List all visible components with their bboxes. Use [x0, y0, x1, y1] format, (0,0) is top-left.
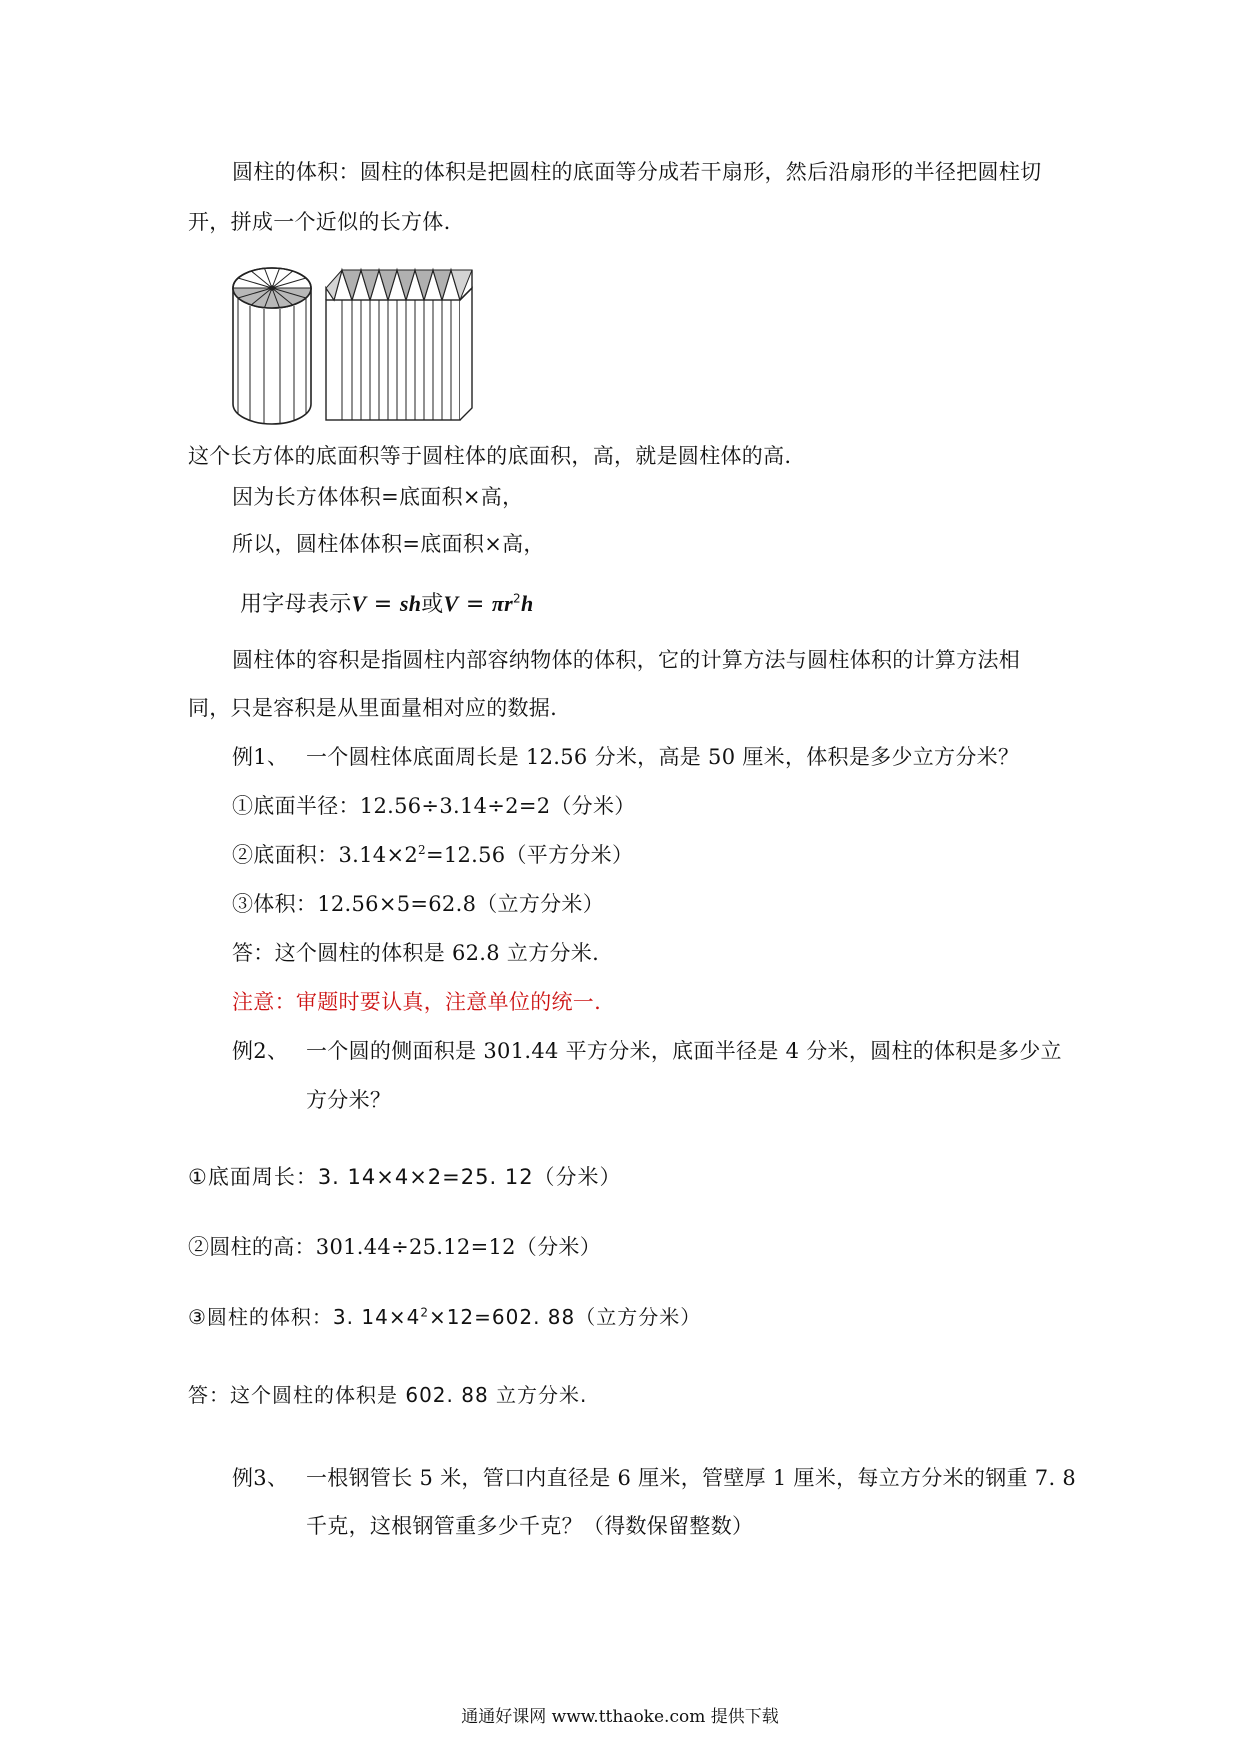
example2-step-3-exponent: 2	[420, 1305, 429, 1320]
example2-answer: 答：这个圆柱的体积是 602. 88 立方分米.	[188, 1383, 588, 1407]
example2-step-3-base: ③圆柱的体积：3. 14×4	[188, 1305, 421, 1329]
example1-step-3: ③体积：12.56×5=62.8（立方分米）	[232, 892, 605, 916]
intro-line-1: 圆柱的体积：圆柱的体积是把圆柱的底面等分成若干扇形，然后沿扇形的半径把圆柱切	[232, 160, 1042, 184]
formula-or: 或	[421, 592, 444, 617]
example1-step-2	[232, 841, 633, 869]
example1-step-2-base: ②底面积：3.14×2	[232, 843, 419, 867]
example1-answer: 答：这个圆柱的体积是 62.8 立方分米.	[232, 941, 600, 965]
formula-h: h	[520, 591, 534, 616]
example1-step-2-exponent: 2	[418, 843, 426, 857]
cylinder-drawing	[233, 267, 311, 424]
explain-line-2: 因为长方体体积=底面积×高，	[232, 485, 524, 509]
formula-pir: πr	[491, 591, 514, 616]
formula-exponent: 2	[513, 591, 521, 606]
example3-label: 例3、	[232, 1466, 289, 1490]
example1-note: 注意：审题时要认真，注意单位的统一.	[232, 990, 602, 1014]
example2-step-1: ①底面周长：3. 14×4×2=25. 12（分米）	[188, 1165, 622, 1189]
formula-eq2: =	[458, 592, 492, 617]
example1-question: 一个圆柱体底面周长是 12.56 分米，高是 50 厘米，体积是多少立方分米？	[306, 745, 1020, 769]
example2-question-line-1: 一个圆的侧面积是 301.44 平方分米，底面半径是 4 分米，圆柱的体积是多少立	[306, 1039, 1062, 1063]
capacity-line-1: 圆柱体的容积是指圆柱内部容纳物体的体积，它的计算方法与圆柱体积的计算方法相	[232, 648, 1021, 672]
capacity-line-2: 同，只是容积是从里面量相对应的数据.	[188, 696, 558, 720]
page-footer: 通通好课网 www.tthaoke.com 提供下载	[461, 1707, 779, 1727]
cuboid-drawing	[326, 270, 472, 420]
cylinder-to-cuboid-figure	[232, 266, 484, 426]
example2-step-2: ②圆柱的高：301.44÷25.12=12（分米）	[188, 1235, 602, 1259]
intro-line-2: 开，拼成一个近似的长方体.	[188, 210, 451, 234]
formula-eq1: =	[366, 592, 400, 617]
example2-question-line-2: 方分米？	[306, 1088, 392, 1112]
example1-step-1: ①底面半径：12.56÷3.14÷2=2（分米）	[232, 794, 636, 818]
formula-sh: sh	[399, 591, 422, 616]
volume-formula	[240, 590, 534, 619]
example2-step-3-rest: ×12=602. 88（立方分米）	[428, 1305, 702, 1329]
formula-v1: V	[351, 591, 367, 616]
formula-prefix: 用字母表示	[240, 592, 352, 617]
example3-question-line-2: 千克，这根钢管重多少千克？（得数保留整数）	[306, 1514, 754, 1538]
example1-label: 例1、	[232, 745, 289, 769]
explain-line-1: 这个长方体的底面积等于圆柱体的底面积，高，就是圆柱体的高.	[188, 444, 792, 468]
example2-label: 例2、	[232, 1039, 289, 1063]
formula-v2: V	[443, 591, 459, 616]
explain-line-3: 所以，圆柱体体积=底面积×高，	[232, 532, 545, 556]
example2-step-3	[188, 1303, 701, 1331]
example1-step-2-rest: =12.56（平方分米）	[425, 843, 634, 867]
example3-question-line-1: 一根钢管长 5 米，管口内直径是 6 厘米，管壁厚 1 厘米，每立方分米的钢重 7. 8	[306, 1466, 1077, 1490]
